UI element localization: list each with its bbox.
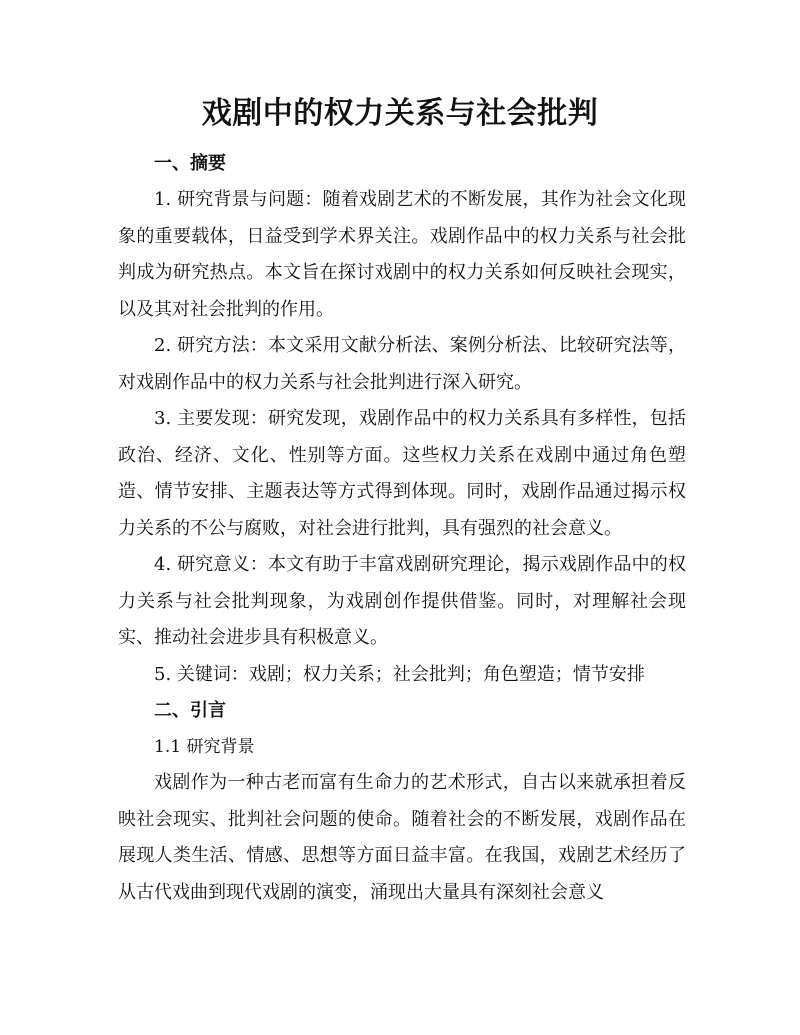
abstract-paragraph-keywords: 5. 关键词：戏剧；权力关系；社会批判；角色塑造；情节安排 xyxy=(154,663,645,685)
abstract-paragraph-significance: 4. 研究意义：本文有助于丰富戏剧研究理论，揭示戏剧作品中的权力关系与社会批判现象，为戏剧创作提供借鉴。同时，对理解社会现实、推动社会进步具有积极意义。 xyxy=(118,554,686,648)
abstract-paragraph-findings: 3. 主要发现：研究发现，戏剧作品中的权力关系具有多样性，包括政治、经济、文化、性别等方面。这些权力关系在戏剧中通过角色塑造、情节安排、主题表达等方式得到体现。同时，戏剧作品通过揭示权力关系的不公与腐败，对社会进行批判，具有强烈的社会意义。 xyxy=(118,408,686,539)
research-background-subheading: 1.1 研究背景 xyxy=(154,737,255,757)
introduction-section xyxy=(118,693,686,911)
document-body xyxy=(118,146,686,911)
abstract-paragraph-methods: 2. 研究方法：本文采用文献分析法、案例分析法、比较研究法等，对戏剧作品中的权力关系与社会批判进行深入研究。 xyxy=(118,335,686,393)
abstract-section xyxy=(118,146,686,693)
abstract-paragraph-background: 1. 研究背景与问题：随着戏剧艺术的不断发展，其作为社会文化现象的重要载体，日益受到学术界关注。戏剧作品中的权力关系与社会批判成为研究热点。本文旨在探讨戏剧中的权力关系如何反映社会现实，以及其对社会批判的作用。 xyxy=(118,189,686,320)
document-title: 戏剧中的权力关系与社会批判 xyxy=(201,96,599,131)
abstract-heading: 一、摘要 xyxy=(154,153,226,174)
introduction-paragraph: 戏剧作为一种古老而富有生命力的艺术形式，自古以来就承担着反映社会现实、批判社会问题的使命。随着社会的不断发展，戏剧作品在展现人类生活、情感、思想等方面日益丰富。在我国，戏剧艺术经历了从古代戏曲到现代戏剧的演变，涌现出大量具有深刻社会意义 xyxy=(118,772,686,903)
introduction-heading: 二、引言 xyxy=(154,700,226,721)
